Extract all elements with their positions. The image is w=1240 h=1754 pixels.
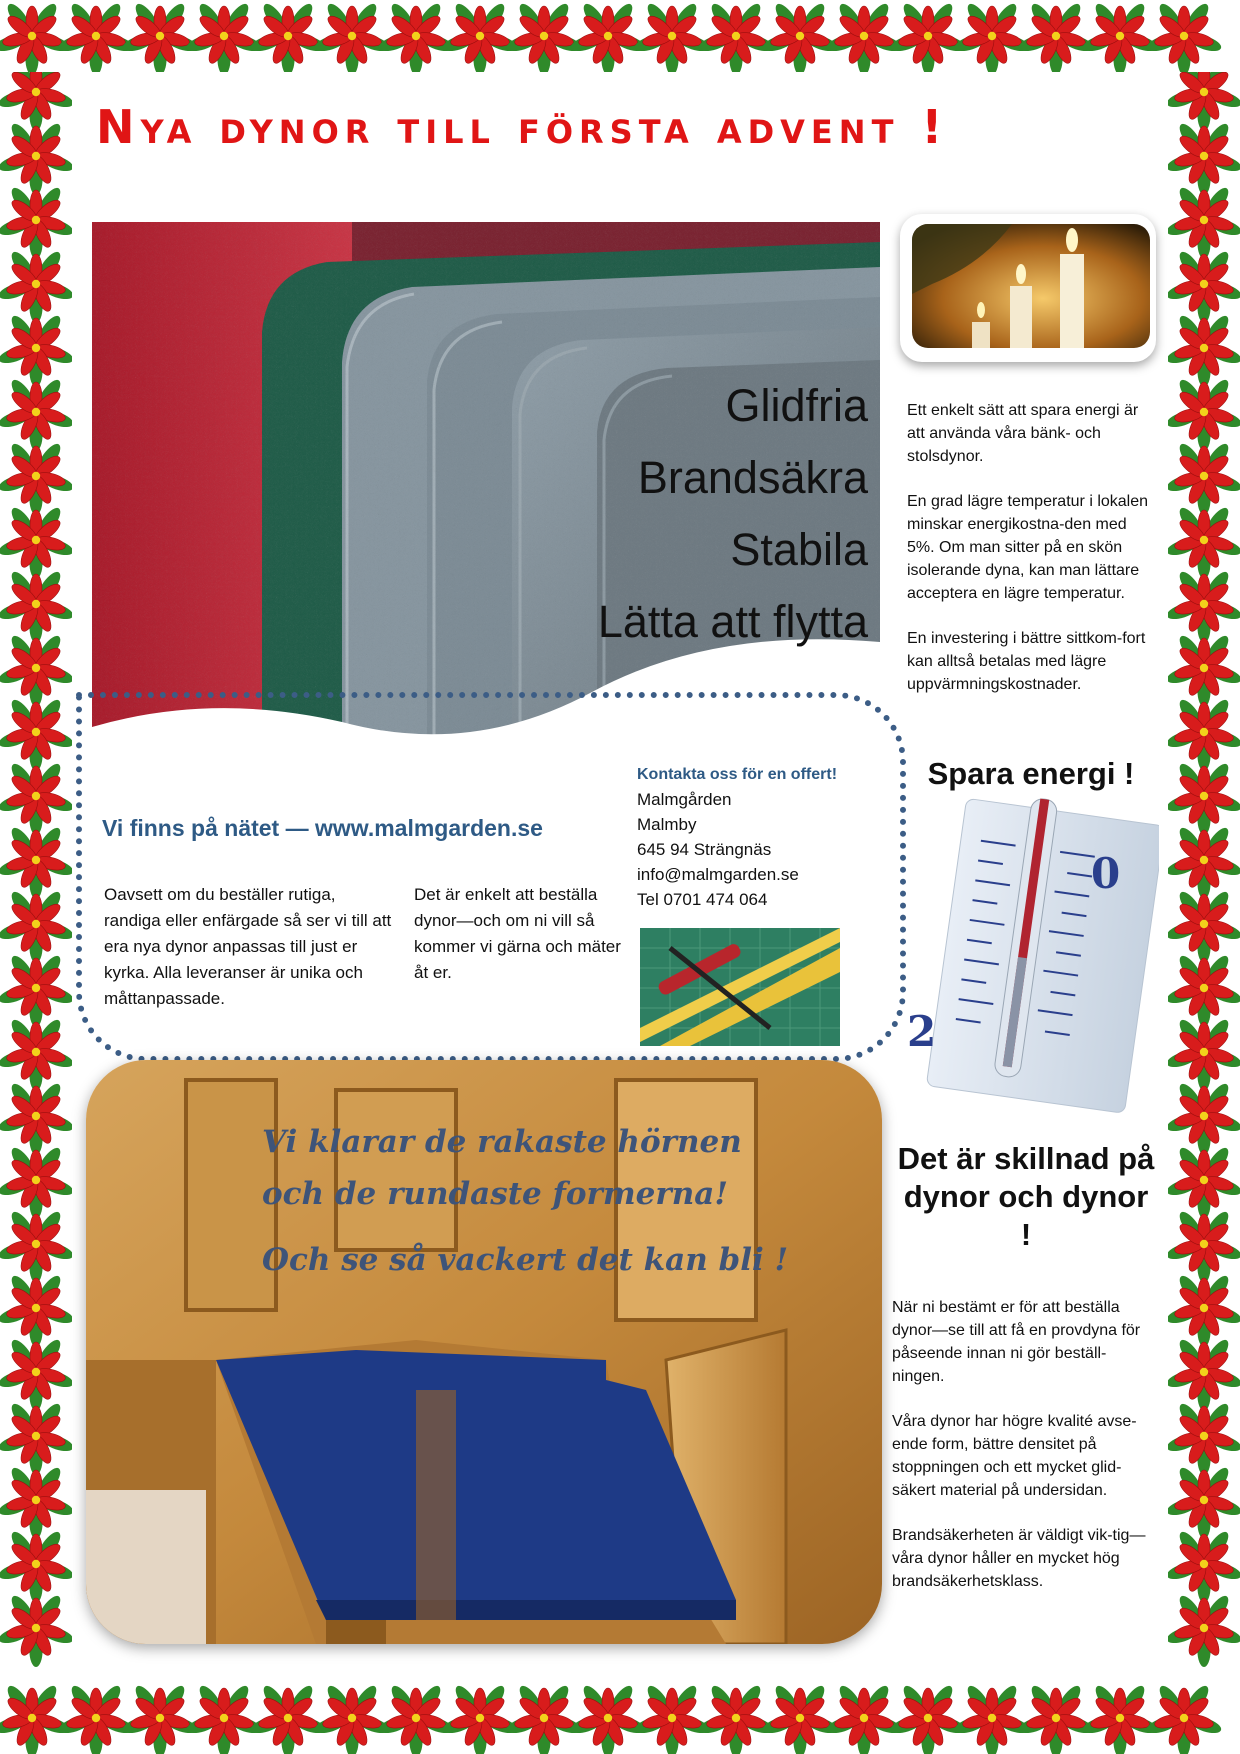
paragraph: Våra dynor har högre kvalité avse-ende form, bättre densitet på stoppningen och ett mycket glid-säkert material på undersidan. [892,1413,1137,1499]
poinsettia-icon [1168,72,1240,131]
poinsettia-icon [1168,1337,1240,1411]
website-heading[interactable]: Vi finns på nätet — www.malmgarden.se [102,815,543,841]
poinsettia-icon [569,1,647,72]
poinsettia-icon [0,953,72,1027]
thermometer-label-zero: 0 [1091,849,1121,898]
poinsettia-icon [1168,121,1240,195]
poinsettia-icon [0,1273,72,1347]
poinsettia-icon [0,1337,72,1411]
poinsettia-icon [313,1683,391,1754]
poinsettia-icon [0,1401,72,1475]
poinsettia-icon [1081,1683,1159,1754]
poinsettia-icon [0,505,72,579]
poinsettia-icon [0,1465,72,1539]
feature-item: Glidfria [725,380,868,431]
poinsettia-icon [0,121,72,195]
poinsettia-icon [0,1209,72,1283]
poinsettia-icon [0,1,71,72]
poinsettia-border-right [1168,72,1240,1682]
poinsettia-icon [1168,889,1240,963]
poinsettia-icon [889,1683,967,1754]
feature-item: Stabila [730,524,868,575]
poinsettia-icon [633,1,711,72]
feature-item: Brandsäkra [637,452,868,503]
pew-caption-line3: Och se så vackert det kan bli ! [262,1242,789,1278]
poinsettia-icon [953,1683,1031,1754]
poinsettia-border-top [0,0,1240,72]
poinsettia-icon [1168,1209,1240,1283]
poinsettia-icon [1168,761,1240,835]
poinsettia-icon [0,633,72,707]
measure-info-text: Det är enkelt att beställa dynor—och om ni vill så kommer vi gärna och mäter åt er. [414,885,621,982]
poinsettia-icon [1081,1,1159,72]
poinsettia-icon [0,1593,72,1667]
poinsettia-icon [1168,1529,1240,1603]
poinsettia-icon [0,313,72,387]
poinsettia-icon [1168,825,1240,899]
poinsettia-icon [0,185,72,259]
poinsettia-icon [1168,1465,1240,1539]
poinsettia-icon [1168,1081,1240,1155]
poinsettia-icon [57,1,135,72]
poinsettia-icon [0,72,72,131]
poinsettia-icon [249,1683,327,1754]
feature-item: Lätta att flytta [597,596,868,647]
poinsettia-icon [1145,1683,1223,1754]
poinsettia-icon [0,889,72,963]
poinsettia-icon [185,1683,263,1754]
pew-caption [262,1116,822,1286]
contact-heading: Kontakta oss för en offert! [637,766,838,783]
spara-energi-heading: Spara energi ! [927,756,1135,791]
thermometer-label-two: 2 [907,1007,937,1056]
poinsettia-icon [1168,1273,1240,1347]
poinsettia-icon [1168,697,1240,771]
poinsettia-icon [121,1,199,72]
poinsettia-icon [953,1,1031,72]
poinsettia-icon [1145,1,1223,72]
poinsettia-icon [505,1,583,72]
poinsettia-icon [1168,185,1240,259]
poinsettia-icon [57,1683,135,1754]
poinsettia-icon [0,441,72,515]
poinsettia-icon [377,1,455,72]
poinsettia-icon [377,1683,455,1754]
poinsettia-icon [1017,1,1095,72]
poinsettia-icon [1168,1145,1240,1219]
candles-photo [912,224,1150,348]
poinsettia-icon [0,1529,72,1603]
poinsettia-icon [441,1,519,72]
pew-caption-line1: Vi klarar de rakaste hörnen [262,1124,742,1160]
poinsettia-icon [1168,313,1240,387]
feature-list [598,370,868,658]
poinsettia-icon [1168,953,1240,1027]
poinsettia-icon [121,1683,199,1754]
poinsettia-border-bottom [0,1682,1240,1754]
poinsettia-icon [0,377,72,451]
measuring-tools-photo [640,928,840,1046]
paragraph: Brandsäkerheten är väldigt vik-tig— våra dynor håller en mycket hög brandsäkerhetsklass. [892,1527,1146,1590]
contact-block [637,762,897,912]
paragraph: En investering i bättre sittkom-fort kan alltså betalas med lägre uppvärmningskostnader. [907,630,1146,693]
poinsettia-icon [1168,441,1240,515]
energy-text [907,399,1157,718]
poinsettia-icon [1168,569,1240,643]
poinsettia-icon [1017,1683,1095,1754]
poinsettia-icon [889,1,967,72]
paragraph: En grad lägre temperatur i lokalen minskar energikostna-den med 5%. Om man sitter på en skön isolerande dyna, kan man lättare acceptera en lägre temperatur. [907,493,1149,602]
poinsettia-icon [633,1683,711,1754]
order-info-text: Oavsett om du beställer rutiga, randiga eller enfärgade så ser vi till att era nya dynor anpassas till just er kyrka. Alla leveranser är unika och måttanpassade. [104,885,392,1008]
poinsettia-icon [1168,633,1240,707]
pew-caption-line2: och de rundaste formerna! [262,1176,728,1212]
poinsettia-icon [0,569,72,643]
poinsettia-icon [1168,1401,1240,1475]
poinsettia-icon [0,697,72,771]
contact-place: Malmby [637,815,697,834]
poinsettia-icon [0,249,72,323]
page-title: Nya dynor till första advent ! [96,100,949,154]
poinsettia-icon [825,1,903,72]
contact-email[interactable]: info@malmgarden.se [637,865,799,884]
poinsettia-icon [0,1145,72,1219]
poinsettia-icon [697,1,775,72]
difference-heading: Det är skillnad på dynor och dynor ! [897,1141,1155,1252]
poinsettia-icon [249,1,327,72]
poinsettia-border-left [0,72,72,1682]
poinsettia-icon [761,1683,839,1754]
poinsettia-icon [569,1683,647,1754]
contact-name: Malmgården [637,790,732,809]
poinsettia-icon [185,1,263,72]
paragraph: När ni bestämt er för att beställa dynor—se till att få en provdyna för påseende innan ni gör beställ-ningen. [892,1299,1141,1385]
poinsettia-icon [1168,1017,1240,1091]
poinsettia-icon [441,1683,519,1754]
poinsettia-icon [825,1683,903,1754]
poinsettia-icon [313,1,391,72]
thermometer-photo [895,798,1159,1116]
poinsettia-icon [1168,377,1240,451]
poinsettia-icon [761,1,839,72]
poinsettia-icon [697,1683,775,1754]
poinsettia-icon [1168,249,1240,323]
poinsettia-icon [0,1017,72,1091]
contact-phone: Tel 0701 474 064 [637,890,768,909]
poinsettia-icon [0,1081,72,1155]
difference-text [892,1296,1158,1615]
poinsettia-icon [1168,1593,1240,1667]
poinsettia-icon [1168,505,1240,579]
poinsettia-icon [505,1683,583,1754]
poinsettia-icon [0,761,72,835]
poinsettia-icon [0,1683,71,1754]
paragraph: Ett enkelt sätt att spara energi är att använda våra bänk- och stolsdynor. [907,402,1139,465]
poinsettia-icon [0,825,72,899]
contact-postal: 645 94 Strängnäs [637,840,772,859]
